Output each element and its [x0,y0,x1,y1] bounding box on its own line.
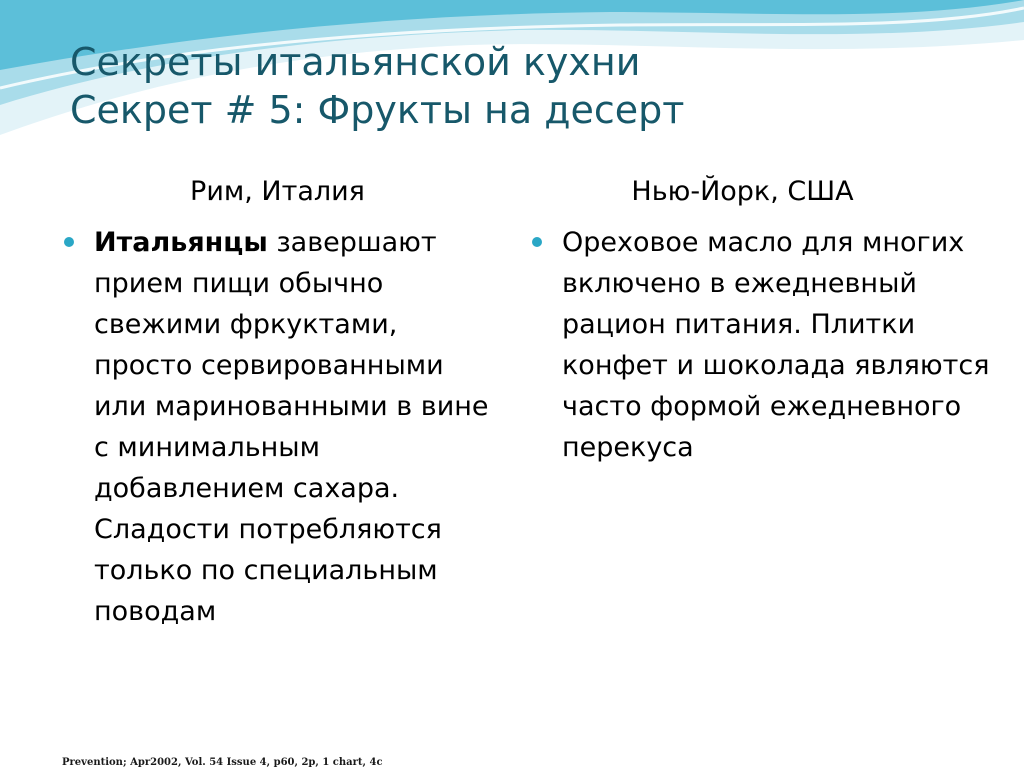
left-bullet-item [64,222,504,632]
slide-title [70,38,684,134]
bullet-dot-icon [64,237,74,247]
right-column-heading: Нью-Йорк, США [631,176,854,207]
slide-title-line-2: Секрет # 5: Фрукты на десерт [70,88,685,132]
left-column-heading: Рим, Италия [190,176,365,207]
bullet-dot-icon [532,237,542,247]
left-bullet-body: завершают прием пищи обычно свежими фркуктами, просто сервированными или маринованными в вине с минимальным добавлением сахара. Сладости потребляются только по специальным поводам [94,227,489,627]
left-bullet-bold-word: Итальянцы [94,227,268,258]
right-bullet-text: Ореховое масло для многих включено в ежедневный рацион питания. Плитки конфет и шоколада являются часто формой ежедневного перекуса [562,227,990,463]
left-bullet-text [94,222,504,632]
slide-title-line-1: Секреты итальянской кухни [70,40,641,84]
right-bullet-item [532,222,1012,468]
source-footnote: Prevention; Apr2002, Vol. 54 Issue 4, p60, 2p, 1 chart, 4c [62,757,383,768]
